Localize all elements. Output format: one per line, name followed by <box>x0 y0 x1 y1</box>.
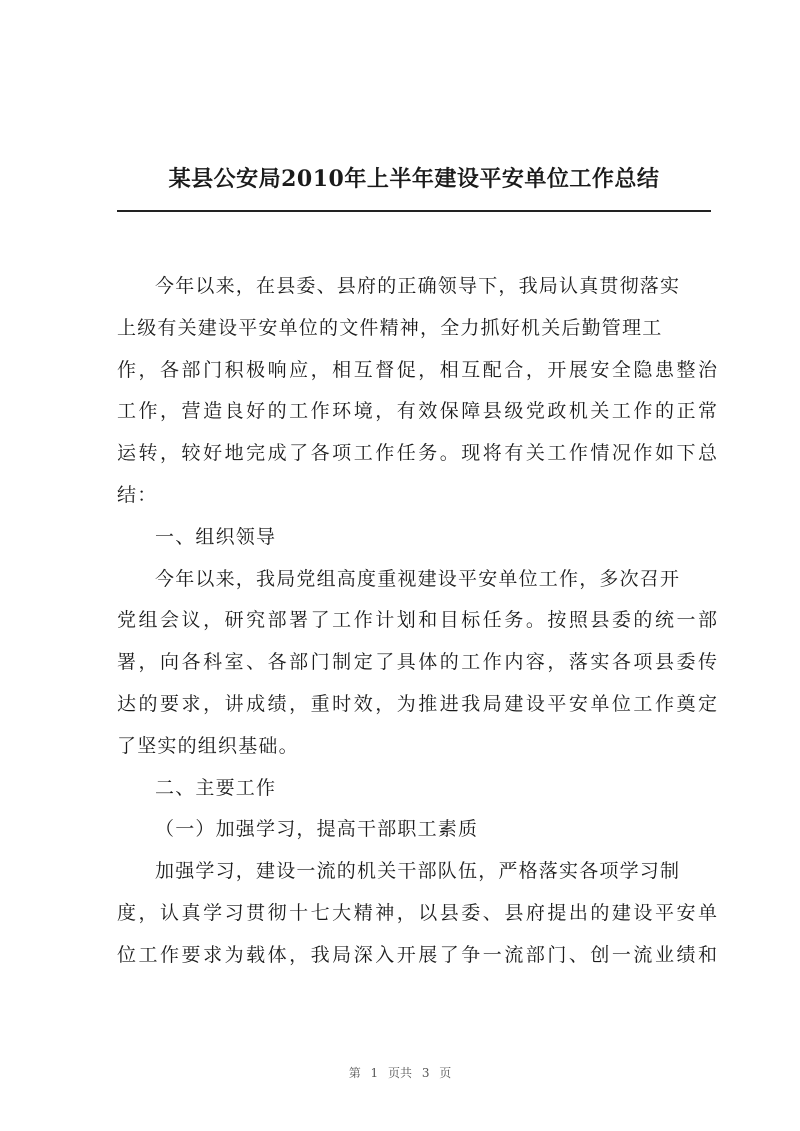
paragraph-line: 了坚实的组织基础。 <box>117 734 299 757</box>
paragraph-line: 署，向各科室、各部门制定了具体的工作内容，落实各项县委传 <box>117 651 717 674</box>
paragraph-line: 度，认真学习贯彻十七大精神，以县委、县府提出的建设平安单 <box>117 901 717 924</box>
paragraph-line: 作，各部门积极响应，相互督促，相互配合，开展安全隐患整治 <box>117 358 717 381</box>
paragraph-line: 位工作要求为载体，我局深入开展了争一流部门、创一流业绩和 <box>117 943 717 966</box>
paragraph-line: 加强学习，建设一流的机关干部队伍，严格落实各项学习制 <box>155 860 681 883</box>
paragraph-line: 今年以来，在县委、县府的正确领导下，我局认真贯彻落实 <box>155 275 681 297</box>
paragraph-line: 工作，营造良好的工作环境，有效保障县级党政机关工作的正常 <box>117 400 717 423</box>
title-underline <box>117 210 711 212</box>
section-heading: 一、组织领导 <box>155 525 277 548</box>
page-number-footer: 第 1 页共 3 页 <box>348 1066 452 1080</box>
paragraph-line: 党组会议，研究部署了工作计划和目标任务。按照县委的统一部 <box>117 609 717 632</box>
section-heading: 二、主要工作 <box>155 776 277 799</box>
paragraph-line: 运转，较好地完成了各项工作任务。现将有关工作情况作如下总 <box>117 442 717 465</box>
paragraph-line: 达的要求，讲成绩，重时效，为推进我局建设平安单位工作奠定 <box>117 692 717 715</box>
paragraph-line: 今年以来，我局党组高度重视建设平安单位工作，多次召开 <box>155 567 681 590</box>
page-title: 某县公安局2010年上半年建设平安单位工作总结 <box>168 166 660 192</box>
document-body <box>117 266 717 977</box>
paragraph-line: 结： <box>117 483 158 506</box>
paragraph-line: 上级有关建设平安单位的文件精神，全力抓好机关后勤管理工 <box>117 316 663 339</box>
subsection-heading: （一）加强学习，提高干部职工素质 <box>155 818 479 841</box>
